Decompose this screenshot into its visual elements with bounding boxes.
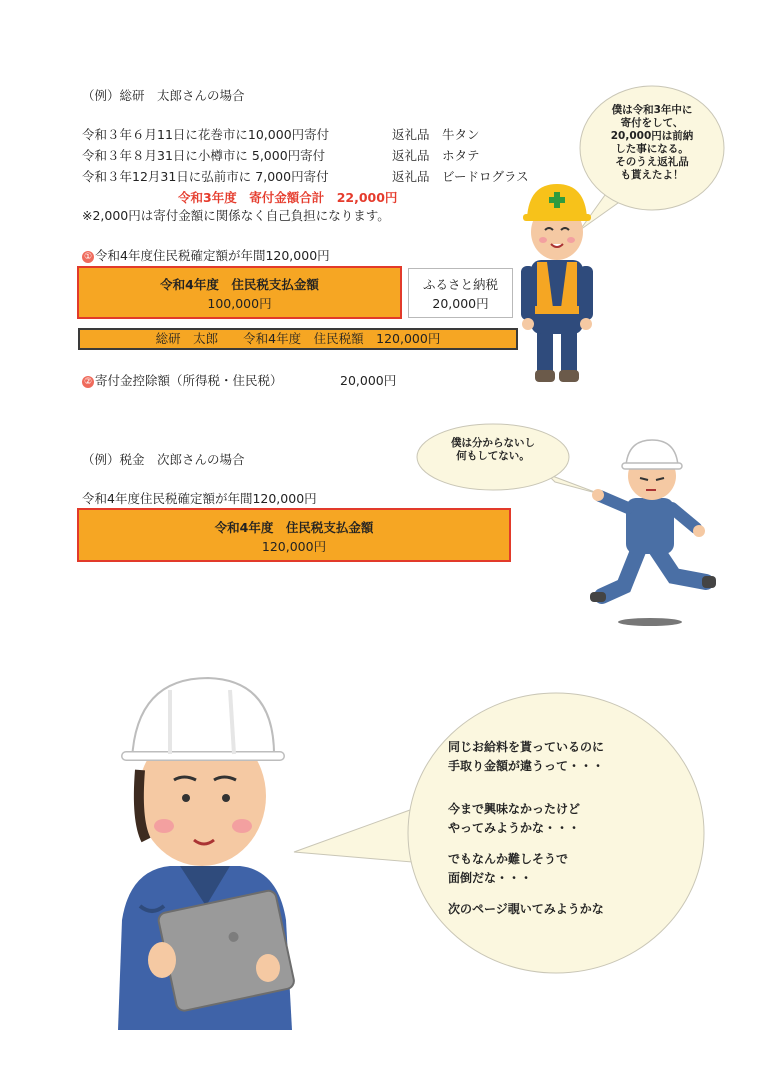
donation-total: 令和3年度 寄付金額合計 22,000円	[178, 190, 398, 205]
furusato-box-title: ふるさと納税	[422, 277, 498, 292]
donation-text: 令和３年12月31日に弘前市に 7,000円寄付	[82, 169, 329, 184]
bubble-line: 手取り金額が違うって・・・	[448, 759, 605, 773]
bubble-line: も貰えたよ！	[620, 169, 684, 181]
payment-box-title: 令和4年度 住民税支払金額	[160, 277, 319, 292]
example2-tax-line: 令和4年度住民税確定額が年間120,000円	[82, 491, 317, 506]
item1-line	[82, 248, 330, 264]
item1-number-badge: ①	[83, 252, 93, 262]
donation-row-2	[82, 148, 325, 164]
item2-line	[82, 373, 283, 389]
total-resident-tax-bar: 総研 太郎 令和4年度 住民税額 120,000円	[78, 328, 518, 350]
donation-text: 令和３年６月11日に花巻市に10,000円寄付	[82, 127, 330, 142]
bubble-line: した事になる。	[615, 143, 689, 155]
donation-text: 令和３年８月31日に小樽市に 5,000円寄付	[82, 148, 326, 163]
payment-box-amount: 100,000円	[207, 296, 272, 311]
example1-heading: （例）総研 太郎さんの場合	[82, 88, 245, 103]
gift-label: 返礼品	[392, 169, 430, 184]
running-worker-icon	[588, 436, 718, 626]
gift-label: 返礼品	[392, 127, 430, 142]
speech-bubble-2-text	[423, 437, 563, 463]
donation-gift-1	[392, 127, 480, 143]
bubble-line: そのうえ返礼品	[615, 156, 689, 168]
payment-box-amount: 120,000円	[261, 539, 327, 554]
bubble-line: 何もしてない。	[456, 450, 530, 462]
donation-row-3	[82, 169, 329, 185]
bubble-line: 次のページ覗いてみようかな	[448, 902, 604, 916]
bubble-line: 寄付をして、	[620, 117, 684, 129]
bubble-line: 僕は令和3年中に	[611, 104, 693, 116]
furusato-box-amount: 20,000円	[432, 296, 489, 311]
bubble-line: でもなんか難しそうで	[448, 852, 569, 866]
item2-label: 寄付金控除額（所得税・住民税）	[95, 373, 283, 388]
example2-heading: （例）税金 次郎さんの場合	[82, 452, 245, 467]
bubble-line: 僕は分からないし	[451, 437, 535, 449]
resident-tax-payment-box	[77, 266, 402, 319]
self-burden-note: ※2,000円は寄付金額に関係なく自己負担になります。	[82, 208, 390, 223]
bubble-line: やってみようかな・・・	[448, 821, 581, 835]
bubble-line: 今まで興味なかったけど	[448, 802, 581, 816]
item1-text: 令和4年度住民税確定額が年間120,000円	[95, 248, 330, 263]
bubble-line: 面倒だな・・・	[448, 871, 533, 885]
furusato-tax-box	[408, 268, 513, 318]
gift-label: 返礼品	[392, 148, 430, 163]
donation-gift-3	[392, 169, 529, 185]
gift-name: ビードログラス	[442, 169, 529, 184]
donation-row-1	[82, 127, 329, 143]
payment-box-title: 令和4年度 住民税支払金額	[214, 520, 374, 535]
bubble-line: 20,000円は前納	[610, 130, 694, 142]
donation-gift-2	[392, 148, 480, 164]
item2-value: 20,000円	[340, 373, 397, 388]
gift-name: ホタテ	[442, 148, 480, 163]
bubble-line: 同じお給料を貰っているのに	[448, 740, 605, 754]
gift-name: 牛タン	[442, 127, 480, 142]
speech-bubble-3-text	[448, 738, 604, 919]
worker-with-helmet-icon	[515, 178, 600, 388]
worker-with-tablet-icon	[110, 670, 300, 1035]
speech-bubble-1-text	[590, 104, 714, 182]
item2-number-badge: ②	[83, 377, 93, 387]
example2-payment-box	[77, 508, 511, 562]
